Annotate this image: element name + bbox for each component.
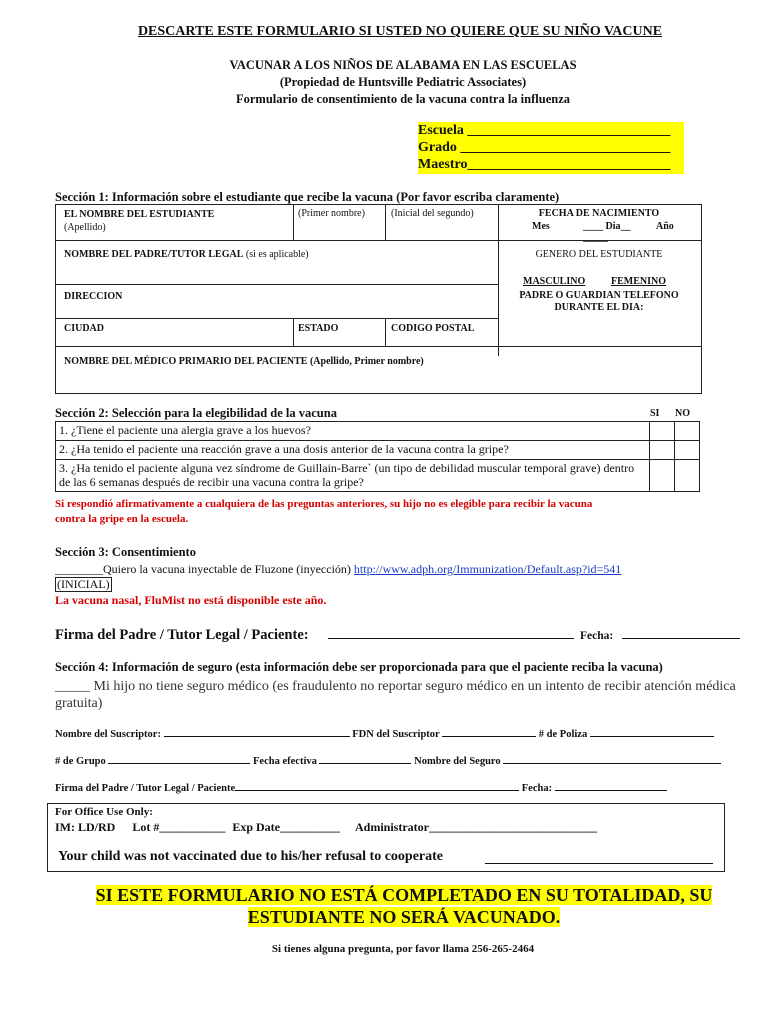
q1-si[interactable]	[649, 422, 674, 441]
si-header: SI	[650, 408, 660, 419]
femenino-option[interactable]: FEMENINO	[611, 276, 666, 287]
suscriptor-field[interactable]	[164, 725, 350, 737]
dia-label: ____ Dia__	[583, 221, 631, 232]
completion-warning: SI ESTE FORMULARIO NO ESTÁ COMPLETADO EN SU TOTALIDAD, SU ESTUDIANTE NO SERÁ VACUNADO.	[95, 885, 713, 927]
program-title: VACUNAR A LOS NIÑOS DE ALABAMA EN LAS ESCUELAS	[229, 58, 577, 72]
ineligible-warning: Si respondió afirmativamente a cualquiera de las preguntas anteriores, su hijo no es elegible para recibir la vacuna contra la gripe en la escuela.	[55, 498, 593, 525]
eligibility-table	[55, 421, 700, 492]
questions-text: Si tienes alguna pregunta, por favor llama	[271, 943, 470, 955]
mes-label: Mes	[532, 221, 550, 232]
suscriptor-label: Nombre del Suscriptor:	[55, 729, 161, 740]
form-title: Formulario de consentimiento de la vacuna contra la influenza	[235, 92, 570, 106]
estado-label: ESTADO	[298, 323, 339, 334]
q2-no[interactable]	[674, 441, 699, 460]
grupo-field[interactable]	[108, 752, 250, 764]
section2-title: Sección 2: Selección para la elegibilidad de la vacuna	[55, 406, 337, 420]
exp-field[interactable]: Exp Date__________	[232, 820, 340, 834]
inicial-label: (Inicial del segundo)	[391, 208, 474, 219]
grado-field[interactable]: Grado ______________________________	[418, 140, 671, 155]
im-label: IM: LD/RD	[55, 820, 116, 834]
firma-fecha-label: Fecha:	[521, 783, 553, 794]
codigo-label: CODIGO POSTAL	[391, 323, 475, 334]
student-name-label: EL NOMBRE DEL ESTUDIANTE	[64, 209, 215, 220]
q3-no[interactable]	[674, 460, 699, 492]
inicial-label: (INICIAL)	[57, 577, 110, 591]
owner-line: (Propiedad de Huntsville Pediatric Associates)	[279, 75, 527, 89]
adph-link[interactable]: http://www.adph.org/Immunization/Default.asp?id=541	[353, 562, 622, 576]
apellido-label: (Apellido)	[64, 222, 106, 233]
ano-line: _____	[583, 232, 608, 243]
ciudad-label: CIUDAD	[64, 323, 104, 334]
phone-number: 256-265-2464	[471, 943, 535, 955]
firma-field[interactable]	[235, 779, 519, 791]
top-title: DESCARTE ESTE FORMULARIO SI USTED NO QUIERE QUE SU NIÑO VACUNE	[137, 24, 663, 39]
escuela-field[interactable]: Escuela _____________________________	[418, 123, 671, 138]
insurance-row-3	[55, 779, 667, 794]
insurance-row-2	[55, 752, 721, 767]
no-insurance-option[interactable]: _____ Mi hijo no tiene seguro médico (es fraudulento no reportar seguro médico en un intento de recibir atención médica gratuita)	[55, 679, 736, 711]
seguro-field[interactable]	[503, 752, 721, 764]
direccion-label: DIRECCION	[64, 291, 123, 302]
refusal-line[interactable]	[485, 863, 713, 864]
medico-label: NOMBRE DEL MÉDICO PRIMARIO DEL PACIENTE (Apellido, Primer nombre)	[64, 356, 424, 367]
school-fields	[418, 122, 671, 173]
signature-label: Firma del Padre / Tutor Legal / Paciente:	[55, 627, 309, 643]
flumist-note: La vacuna nasal, FluMist no está disponible este año.	[55, 593, 327, 607]
efectiva-field[interactable]	[319, 752, 411, 764]
ano-label: Año	[656, 221, 674, 232]
q2-si[interactable]	[649, 441, 674, 460]
admin-field[interactable]: Administrator____________________________	[355, 820, 597, 834]
office-title: For Office Use Only:	[55, 806, 153, 818]
question-3: 3. ¿Ha tenido el paciente alguna vez síndrome de Guillain-Barre` (un tipo de debilidad muscular temporal grave) dentro de las 6 semanas después de recibir una vacuna contra la gripe?	[56, 460, 650, 492]
firma-label: Firma del Padre / Tutor Legal / Paciente	[55, 783, 236, 794]
padre-tutor-label: NOMBRE DEL PADRE/TUTOR LEGAL (si es aplicable)	[64, 249, 309, 260]
q3-si[interactable]	[649, 460, 674, 492]
lot-field[interactable]: Lot #___________	[132, 820, 226, 834]
section3-title: Sección 3: Consentimiento	[55, 545, 196, 559]
refusal-text: Your child was not vaccinated due to his/her refusal to cooperate	[58, 849, 443, 864]
signature-date-label: Fecha:	[580, 630, 614, 642]
signature-line[interactable]	[328, 638, 574, 639]
fdn-field[interactable]	[442, 725, 536, 737]
masculino-option[interactable]: MASCULINO	[523, 276, 586, 287]
question-2: 2. ¿Ha tenido el paciente una reacción grave a una dosis anterior de la vacuna contra la gripe?	[56, 441, 650, 460]
seguro-label: Nombre del Seguro	[414, 756, 501, 767]
signature-date-line[interactable]	[622, 638, 740, 639]
question-1: 1. ¿Tiene el paciente una alergia grave a los huevos?	[56, 422, 650, 441]
insurance-row-1	[55, 725, 714, 740]
grupo-label: # de Grupo	[55, 756, 106, 767]
efectiva-label: Fecha efectiva	[253, 756, 317, 767]
firma-fecha-field[interactable]	[555, 779, 667, 791]
section1-title: Sección 1: Información sobre el estudiante que recibe la vacuna (Por favor escriba claramente)	[55, 190, 560, 204]
contact-line	[0, 943, 770, 955]
section4-title: Sección 4: Información de seguro (esta información debe ser proporcionada para que el paciente reciba la vacuna)	[55, 660, 663, 674]
fecha-nac-label: FECHA DE NACIMIENTO	[538, 208, 660, 219]
primer-nombre-label: (Primer nombre)	[298, 208, 365, 219]
consent-text[interactable]: ________Quiero la vacuna inyectable de Fluzone (inyección)	[55, 562, 351, 576]
poliza-field[interactable]	[590, 725, 714, 737]
fdn-label: FDN del Suscriptor	[352, 729, 440, 740]
poliza-label: # de Poliza	[538, 729, 588, 740]
q1-no[interactable]	[674, 422, 699, 441]
no-header: NO	[675, 408, 690, 419]
telefono-label: PADRE O GUARDIAN TELEFONO DURANTE EL DIA:	[519, 290, 679, 313]
office-row	[55, 820, 597, 835]
genero-label: GENERO DEL ESTUDIANTE	[535, 249, 663, 260]
maestro-field[interactable]: Maestro_____________________________	[418, 157, 671, 172]
consent-line	[55, 562, 621, 577]
